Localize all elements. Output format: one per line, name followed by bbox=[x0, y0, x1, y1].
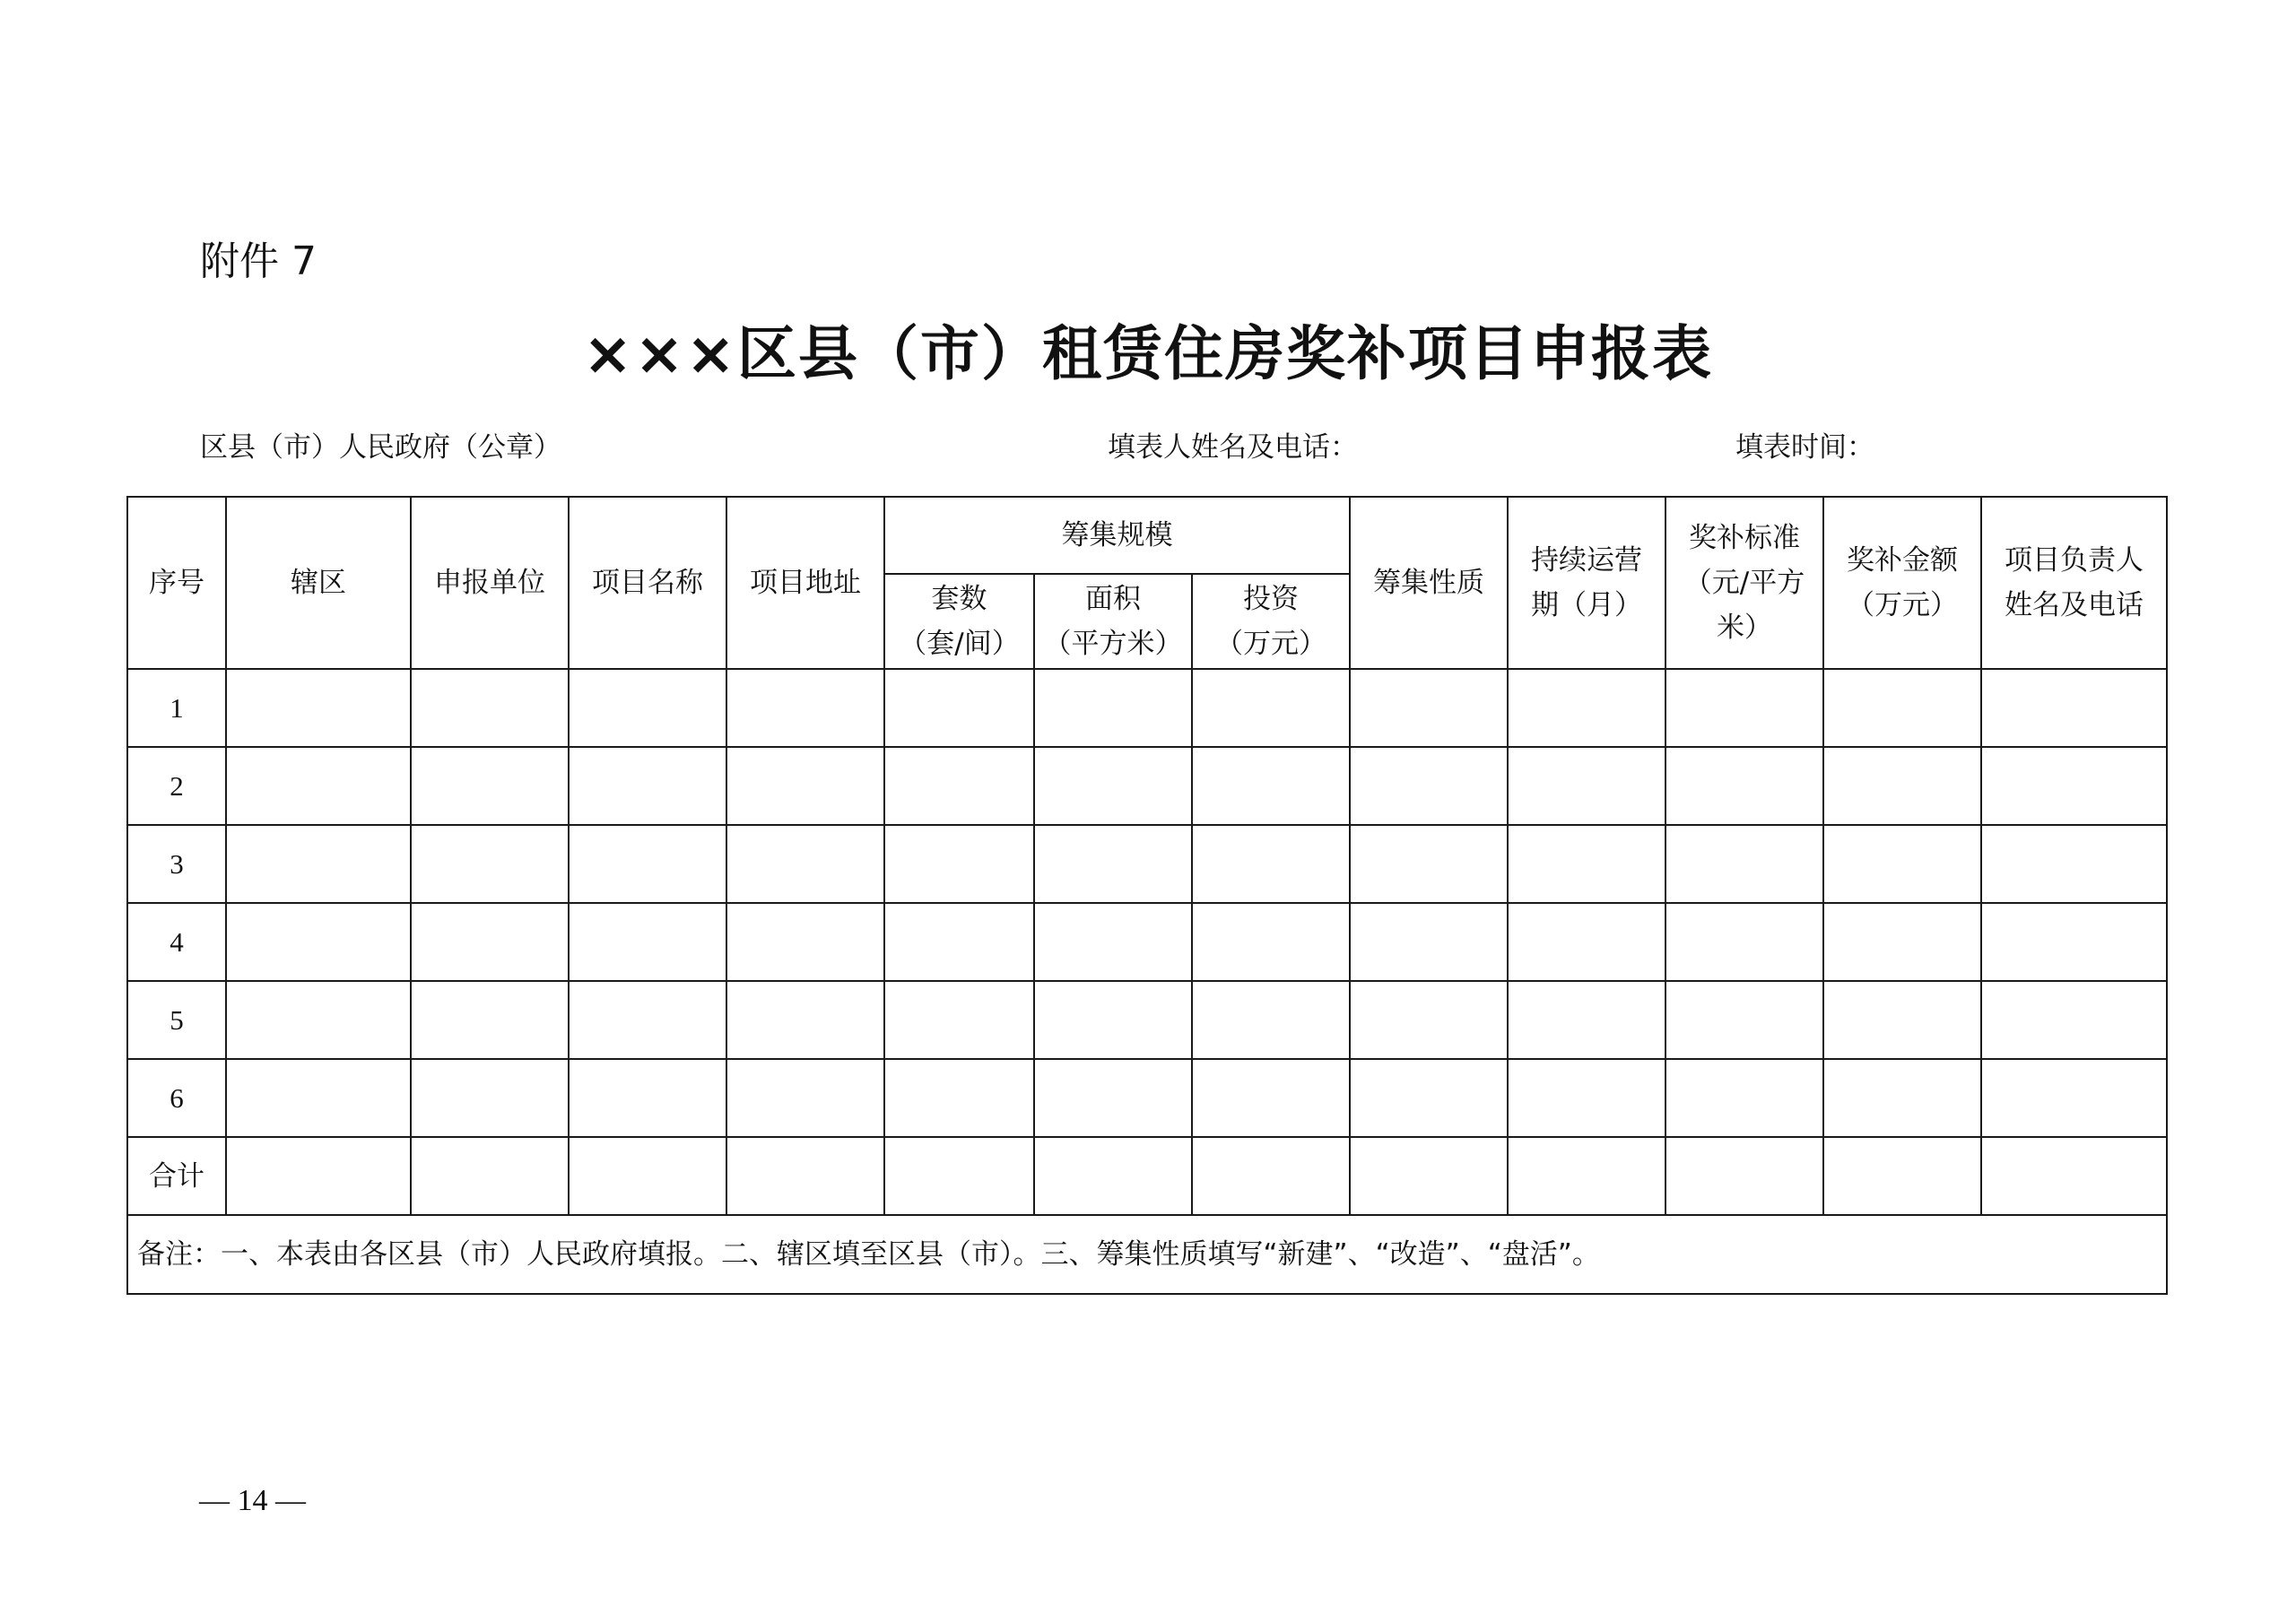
table-row bbox=[127, 1059, 2167, 1137]
cell-standard[interactable] bbox=[1665, 1059, 1823, 1137]
header-sets-unit: （套/间） bbox=[899, 628, 1020, 660]
cell-project-name[interactable] bbox=[569, 1059, 726, 1137]
cell-area[interactable] bbox=[1034, 981, 1192, 1059]
cell-standard[interactable] bbox=[1665, 1137, 1823, 1215]
cell-sets[interactable] bbox=[884, 747, 1034, 825]
header-standard bbox=[1665, 497, 1823, 669]
header-area bbox=[1034, 574, 1192, 669]
cell-invest[interactable] bbox=[1192, 1137, 1350, 1215]
cell-unit[interactable] bbox=[411, 981, 569, 1059]
cell-sets[interactable] bbox=[884, 1059, 1034, 1137]
header-seq: 序号 bbox=[127, 497, 226, 669]
cell-standard[interactable] bbox=[1665, 747, 1823, 825]
cell-district[interactable] bbox=[226, 825, 411, 903]
cell-period[interactable] bbox=[1508, 981, 1665, 1059]
cell-district[interactable] bbox=[226, 903, 411, 981]
cell-invest[interactable] bbox=[1192, 981, 1350, 1059]
cell-area[interactable] bbox=[1034, 1137, 1192, 1215]
cell-leader[interactable] bbox=[1981, 669, 2167, 747]
cell-nature[interactable] bbox=[1350, 825, 1508, 903]
row-seq: 6 bbox=[127, 1059, 226, 1137]
table-row bbox=[127, 669, 2167, 747]
cell-leader[interactable] bbox=[1981, 903, 2167, 981]
header-sets-label: 套数 bbox=[931, 583, 987, 615]
cell-address[interactable] bbox=[726, 981, 884, 1059]
page-title: ×××区县（市）租赁住房奖补项目申报表 bbox=[583, 319, 1713, 388]
cell-standard[interactable] bbox=[1665, 669, 1823, 747]
header-amount-line2: （万元） bbox=[1847, 589, 1959, 621]
header-invest-label: 投资 bbox=[1243, 583, 1299, 615]
cell-unit[interactable] bbox=[411, 669, 569, 747]
cell-address[interactable] bbox=[726, 903, 884, 981]
cell-district[interactable] bbox=[226, 1137, 411, 1215]
header-amount-line1: 奖补金额 bbox=[1847, 544, 1959, 577]
table-row bbox=[127, 825, 2167, 903]
header-standard-line1: 奖补标准 bbox=[1689, 522, 1801, 554]
header-project-name: 项目名称 bbox=[569, 497, 726, 669]
header-period-line1: 持续运营 bbox=[1531, 544, 1643, 577]
remark-row bbox=[127, 1215, 2167, 1294]
cell-area[interactable] bbox=[1034, 1059, 1192, 1137]
cell-address[interactable] bbox=[726, 1137, 884, 1215]
cell-unit[interactable] bbox=[411, 903, 569, 981]
header-district: 辖区 bbox=[226, 497, 411, 669]
cell-leader[interactable] bbox=[1981, 1137, 2167, 1215]
cell-address[interactable] bbox=[726, 825, 884, 903]
cell-district[interactable] bbox=[226, 981, 411, 1059]
cell-district[interactable] bbox=[226, 669, 411, 747]
cell-project-name[interactable] bbox=[569, 1137, 726, 1215]
cell-period[interactable] bbox=[1508, 669, 1665, 747]
cell-standard[interactable] bbox=[1665, 981, 1823, 1059]
header-amount bbox=[1823, 497, 1981, 669]
header-leader-line1: 项目负责人 bbox=[2005, 544, 2144, 577]
header-row-1 bbox=[127, 497, 2167, 574]
cell-invest[interactable] bbox=[1192, 669, 1350, 747]
cell-address[interactable] bbox=[726, 669, 884, 747]
cell-address[interactable] bbox=[726, 1059, 884, 1137]
cell-project-name[interactable] bbox=[569, 747, 726, 825]
cell-amount[interactable] bbox=[1823, 981, 1981, 1059]
cell-period[interactable] bbox=[1508, 1059, 1665, 1137]
cell-project-name[interactable] bbox=[569, 903, 726, 981]
table-row bbox=[127, 747, 2167, 825]
row-seq: 5 bbox=[127, 981, 226, 1059]
cell-project-name[interactable] bbox=[569, 981, 726, 1059]
header-unit: 申报单位 bbox=[411, 497, 569, 669]
attachment-label: 附件 7 bbox=[200, 239, 317, 284]
cell-period[interactable] bbox=[1508, 1137, 1665, 1215]
cell-amount[interactable] bbox=[1823, 747, 1981, 825]
row-seq: 1 bbox=[127, 669, 226, 747]
cell-unit[interactable] bbox=[411, 1059, 569, 1137]
cell-standard[interactable] bbox=[1665, 903, 1823, 981]
cell-nature[interactable] bbox=[1350, 1137, 1508, 1215]
cell-leader[interactable] bbox=[1981, 981, 2167, 1059]
cell-sets[interactable] bbox=[884, 981, 1034, 1059]
header-leader-line2: 姓名及电话 bbox=[2005, 589, 2144, 621]
header-scale: 筹集规模 bbox=[884, 497, 1350, 574]
header-area-unit: （平方米） bbox=[1043, 628, 1183, 660]
header-sets bbox=[884, 574, 1034, 669]
cell-area[interactable] bbox=[1034, 669, 1192, 747]
cell-amount[interactable] bbox=[1823, 1059, 1981, 1137]
cell-area[interactable] bbox=[1034, 825, 1192, 903]
cell-leader[interactable] bbox=[1981, 1059, 2167, 1137]
cell-invest[interactable] bbox=[1192, 747, 1350, 825]
row-total-label: 合计 bbox=[127, 1137, 226, 1215]
cell-nature[interactable] bbox=[1350, 981, 1508, 1059]
cell-amount[interactable] bbox=[1823, 825, 1981, 903]
header-nature: 筹集性质 bbox=[1350, 497, 1508, 669]
row-seq: 4 bbox=[127, 903, 226, 981]
cell-invest[interactable] bbox=[1192, 1059, 1350, 1137]
cell-unit[interactable] bbox=[411, 747, 569, 825]
remark-text: 备注：一、本表由各区县（市）人民政府填报。二、辖区填至区县（市）。三、筹集性质填写“新建”、“改造”、“盘活”。 bbox=[127, 1215, 2167, 1294]
cell-unit[interactable] bbox=[411, 825, 569, 903]
cell-address[interactable] bbox=[726, 747, 884, 825]
header-invest-unit: （万元） bbox=[1215, 628, 1326, 660]
header-period bbox=[1508, 497, 1665, 669]
filler-name-phone-label: 填表人姓名及电话： bbox=[1108, 431, 1358, 464]
header-area-label: 面积 bbox=[1085, 583, 1141, 615]
gov-seal-label: 区县（市）人民政府（公章） bbox=[200, 431, 561, 464]
cell-amount[interactable] bbox=[1823, 669, 1981, 747]
cell-leader[interactable] bbox=[1981, 825, 2167, 903]
cell-unit[interactable] bbox=[411, 1137, 569, 1215]
row-seq: 2 bbox=[127, 747, 226, 825]
row-seq: 3 bbox=[127, 825, 226, 903]
page-number: — 14 — bbox=[199, 1484, 306, 1517]
cell-invest[interactable] bbox=[1192, 825, 1350, 903]
cell-nature[interactable] bbox=[1350, 1059, 1508, 1137]
header-invest bbox=[1192, 574, 1350, 669]
cell-project-name[interactable] bbox=[569, 825, 726, 903]
header-leader bbox=[1981, 497, 2167, 669]
cell-amount[interactable] bbox=[1823, 1137, 1981, 1215]
cell-standard[interactable] bbox=[1665, 825, 1823, 903]
cell-nature[interactable] bbox=[1350, 669, 1508, 747]
fill-time-label: 填表时间： bbox=[1735, 431, 1874, 464]
cell-period[interactable] bbox=[1508, 903, 1665, 981]
cell-area[interactable] bbox=[1034, 747, 1192, 825]
header-period-line2: 期（月） bbox=[1531, 589, 1643, 621]
cell-project-name[interactable] bbox=[569, 669, 726, 747]
total-row bbox=[127, 1137, 2167, 1215]
cell-amount[interactable] bbox=[1823, 903, 1981, 981]
cell-sets[interactable] bbox=[884, 825, 1034, 903]
table-row bbox=[127, 903, 2167, 981]
cell-district[interactable] bbox=[226, 1059, 411, 1137]
cell-invest[interactable] bbox=[1192, 903, 1350, 981]
table-row bbox=[127, 981, 2167, 1059]
cell-area[interactable] bbox=[1034, 903, 1192, 981]
cell-leader[interactable] bbox=[1981, 747, 2167, 825]
header-address: 项目地址 bbox=[726, 497, 884, 669]
header-standard-line2: （元/平方 bbox=[1683, 567, 1805, 599]
cell-district[interactable] bbox=[226, 747, 411, 825]
cell-nature[interactable] bbox=[1350, 747, 1508, 825]
cell-period[interactable] bbox=[1508, 747, 1665, 825]
cell-nature[interactable] bbox=[1350, 903, 1508, 981]
header-standard-line3: 米） bbox=[1717, 612, 1773, 644]
cell-sets[interactable] bbox=[884, 669, 1034, 747]
application-table bbox=[126, 496, 2168, 1295]
cell-sets[interactable] bbox=[884, 1137, 1034, 1215]
cell-sets[interactable] bbox=[884, 903, 1034, 981]
cell-period[interactable] bbox=[1508, 825, 1665, 903]
